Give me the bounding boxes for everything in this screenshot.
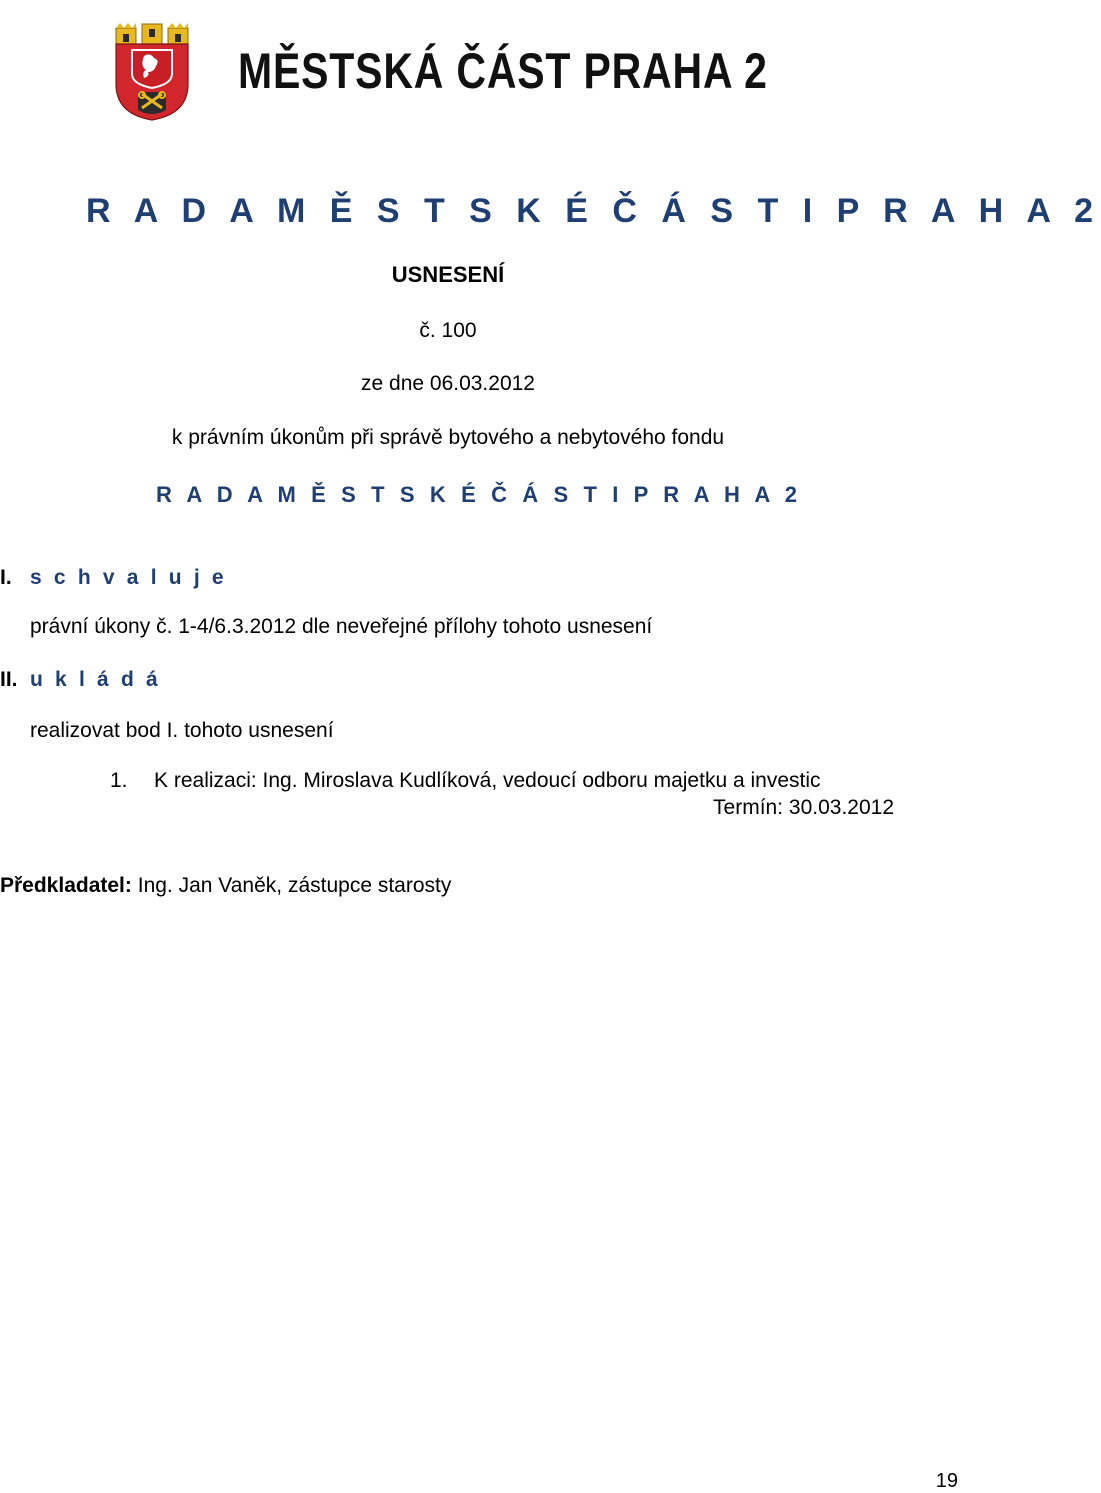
section-2-numeral: II. (0, 668, 18, 691)
municipality-logo-text: MĚSTSKÁ ČÁST PRAHA 2 (238, 43, 768, 99)
submitter-label: Předkladatel: (0, 874, 132, 897)
praha-2-crest-logo (112, 22, 192, 122)
resolution-date: ze dne 06.03.2012 (361, 372, 535, 395)
page-number: 19 (935, 1470, 958, 1492)
section-1-verb: s c h v a l u j e (30, 566, 227, 589)
section-1-text: právní úkony č. 1-4/6.3.2012 dle neveřejné přílohy tohoto usnesení (30, 615, 653, 638)
council-title: R A D A M Ě S T S K É Č Á S T I P R A H A 2 (86, 192, 1101, 230)
resolution-subject: k právním úkonům při správě bytového a nebytového fondu (171, 426, 725, 449)
document-type: USNESENÍ (391, 262, 505, 287)
task-deadline: Termín: 30.03.2012 (713, 796, 894, 819)
section-1-numeral: I. (0, 566, 12, 589)
submitter-line (0, 874, 451, 898)
task-number: 1. (110, 769, 128, 792)
submitter-value: Ing. Jan Vaněk, zástupce starosty (137, 874, 452, 897)
resolution-number: č. 100 (419, 319, 477, 342)
section-2-text: realizovat bod I. tohoto usnesení (30, 719, 334, 742)
section-2-verb: u k l á d á (30, 668, 161, 691)
task-text: K realizaci: Ing. Miroslava Kudlíková, vedoucí odboru majetku a investic (154, 769, 821, 792)
council-subtitle: R A D A M Ě S T S K É Č Á S T I P R A H A 2 (156, 482, 802, 507)
